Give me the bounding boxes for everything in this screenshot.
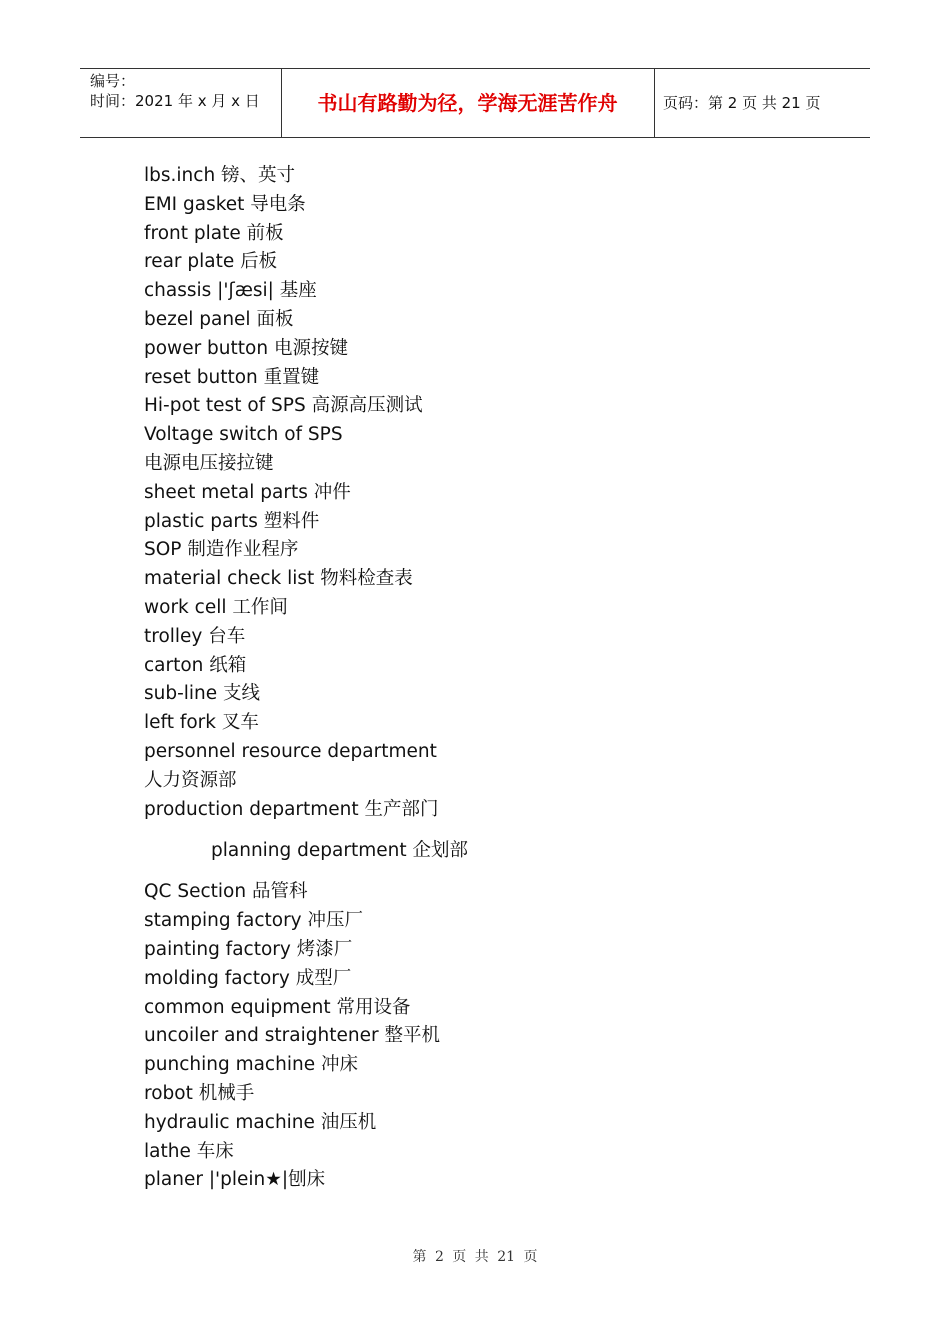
glossary-entry: chassis |'ʃæsi| 基座	[144, 280, 317, 302]
glossary-entry: bezel panel 面板	[144, 308, 294, 330]
glossary-entry: sheet metal parts 冲件	[144, 481, 351, 503]
glossary-entry: material check list 物料检查表	[144, 568, 413, 590]
glossary-entry: production department 生产部门	[144, 798, 439, 820]
glossary-entry: Voltage switch of SPS	[144, 424, 343, 446]
header-motto: 书山有路勤为径，学海无涯苦作舟	[317, 91, 618, 115]
glossary-entry: left fork 叉车	[144, 712, 259, 734]
glossary-entry: painting factory 烤漆厂	[144, 938, 353, 960]
glossary-entry: planer |'plein★|刨床	[144, 1169, 326, 1191]
document-header	[80, 68, 870, 138]
glossary-entry: EMI gasket 导电条	[144, 193, 306, 215]
document-number-label: 编号：	[90, 72, 136, 90]
glossary-entry: molding factory 成型厂	[144, 967, 352, 989]
glossary-entry: power button 电源按键	[144, 337, 348, 359]
glossary-entry-indented: planning department 企划部	[211, 840, 468, 862]
glossary-entry: punching machine 冲床	[144, 1054, 358, 1076]
glossary-entry: common equipment 常用设备	[144, 996, 411, 1018]
document-date: 时间：2021 年 x 月 x 日	[90, 92, 260, 110]
header-page-info: 页码：第 2 页 共 21 页	[663, 94, 821, 112]
glossary-entry: Hi-pot test of SPS 高源高压测试	[144, 395, 423, 417]
glossary-entry: hydraulic machine 油压机	[144, 1111, 377, 1133]
glossary-entry: uncoiler and straightener 整平机	[144, 1025, 440, 1047]
glossary-entry: lbs.inch 镑、英寸	[144, 165, 296, 186]
glossary-entry: lathe 车床	[144, 1140, 234, 1162]
glossary-entry: 人力资源部	[144, 769, 237, 791]
glossary-entry: 电源电压接拉键	[144, 452, 274, 474]
glossary-entry: robot 机械手	[144, 1082, 255, 1104]
glossary-list	[144, 162, 844, 1195]
header-left-cell	[80, 69, 282, 137]
glossary-entry: trolley 台车	[144, 625, 246, 647]
glossary-entry: SOP 制造作业程序	[144, 539, 299, 561]
glossary-entry: reset button 重置键	[144, 366, 320, 388]
glossary-entry: work cell 工作间	[144, 596, 288, 618]
glossary-entry: personnel resource department	[144, 740, 437, 762]
glossary-entry: QC Section 品管科	[144, 881, 308, 903]
glossary-entry: front plate 前板	[144, 222, 284, 244]
glossary-entry: sub-line 支线	[144, 683, 261, 705]
glossary-entry: stamping factory 冲压厂	[144, 910, 364, 932]
glossary-entry: plastic parts 塑料件	[144, 510, 320, 532]
glossary-entry: rear plate 后板	[144, 251, 278, 273]
header-right-cell	[655, 69, 870, 137]
page-footer: 第 2 页 共 21 页	[412, 1249, 538, 1265]
header-middle-cell	[281, 69, 655, 137]
glossary-entry: carton 纸箱	[144, 654, 247, 676]
